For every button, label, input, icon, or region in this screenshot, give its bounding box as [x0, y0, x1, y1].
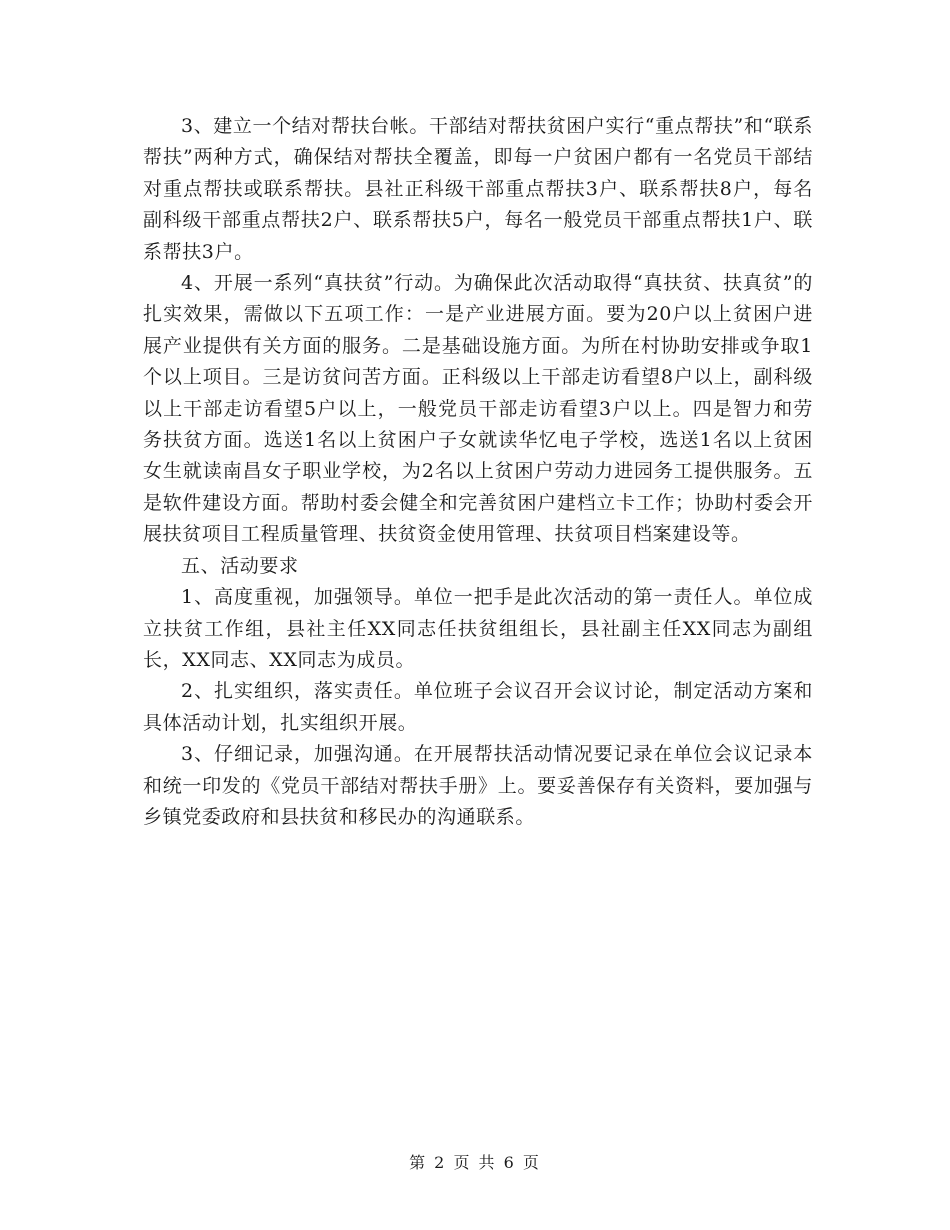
- section-heading-requirements: 五、活动要求: [181, 554, 299, 577]
- paragraph-organization: 2、扎实组织，落实责任。单位班子会议召开会议讨论，制定活动方案和具体活动计划，扎实组织开展。: [143, 680, 813, 734]
- paragraph-leadership: 1、高度重视，加强领导。单位一把手是此次活动的第一责任人。单位成立扶贫工作组，县社主任XX同志任扶贫组组长，县社副主任XX同志为副组长，XX同志、XX同志为成员。: [143, 586, 813, 671]
- paragraph-ledger: 3、建立一个结对帮扶台帐。干部结对帮扶贫困户实行“重点帮扶”和“联系帮扶”两种方式，确保结对帮扶全覆盖，即每一户贫困户都有一名党员干部结对重点帮扶或联系帮扶。县社正科级干部重点帮扶3户、联系帮扶8户，每名副科级干部重点帮扶2户、联系帮扶5户，每名一般党员干部重点帮扶1户、联系帮扶3户。: [143, 115, 813, 263]
- page-number-footer: 第 2 页 共 6 页: [409, 1153, 541, 1172]
- paragraph-actions: 4、开展一系列“真扶贫”行动。为确保此次活动取得“真扶贫、扶真贫”的扎实效果，需做以下五项工作：一是产业进展方面。要为20户以上贫困户进展产业提供有关方面的服务。二是基础设施方面。为所在村协助安排或争取1个以上项目。三是访贫问苦方面。正科级以上干部走访看望8户以上，副科级以上干部走访看望5户以上，一般党员干部走访看望3户以上。四是智力和劳务扶贫方面。选送1名以上贫困户子女就读华忆电子学校，选送1名以上贫困女生就读南昌女子职业学校，为2名以上贫困户劳动力进园务工提供服务。五是软件建设方面。帮助村委会健全和完善贫困户建档立卡工作；协助村委会开展扶贫项目工程质量管理、扶贫资金使用管理、扶贫项目档案建设等。: [143, 272, 813, 546]
- document-body: [143, 111, 813, 833]
- paragraph-records: 3、仔细记录，加强沟通。在开展帮扶活动情况要记录在单位会议记录本和统一印发的《党员干部结对帮扶手册》上。要妥善保存有关资料，要加强与乡镇党委政府和县扶贫和移民办的沟通联系。: [143, 743, 813, 828]
